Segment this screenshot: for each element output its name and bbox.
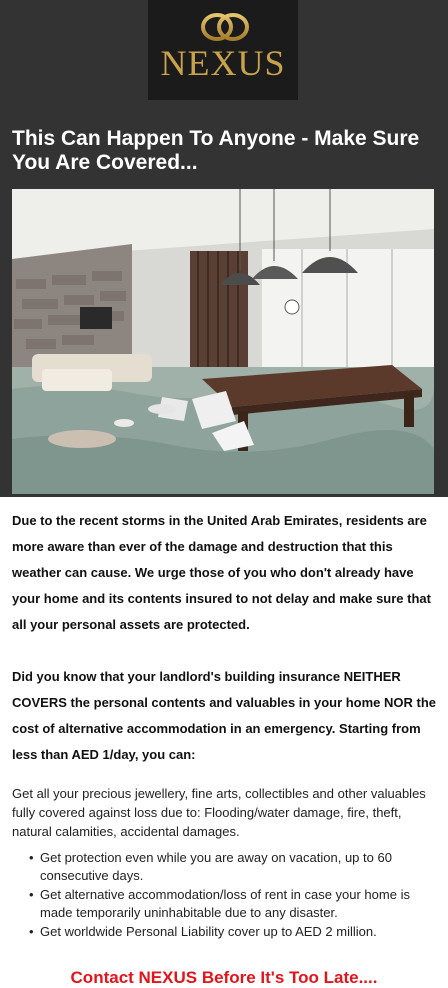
headline: This Can Happen To Anyone - Make Sure You Are Covered...: [12, 127, 420, 174]
logo-wordmark: NEXUS: [160, 43, 286, 83]
flooded-living-room-photo: [12, 189, 434, 494]
landlord-paragraph: Did you know that your landlord's building insurance NEITHER COVERS the personal contents and valuables in your home NOR the cost of alternative accommodation in an emergency. Starting from less than AED 1/day, you can:: [12, 669, 437, 762]
benefits-list: [12, 849, 438, 941]
contact-cta-link[interactable]: Contact NEXUS Before It's Too Late....: [70, 968, 378, 987]
bullet-icon: •: [29, 924, 34, 939]
nexus-logo[interactable]: [148, 0, 298, 100]
bullet-icon: •: [29, 887, 34, 902]
coverage-paragraph: Get all your precious jewellery, fine arts, collectibles and other valuables fully covered against loss due to: Flooding/water damage, fire, theft, natural calamities, accidental damages.: [12, 786, 426, 839]
email-body: [12, 508, 438, 942]
bullet-icon: •: [29, 850, 34, 865]
interlocked-rings-icon: [198, 12, 252, 42]
list-item: • Get worldwide Personal Liability cover up to AED 2 million.: [29, 924, 377, 939]
list-item: • Get alternative accommodation/loss of rent in case your home is made temporarily uninhabitable due to any disaster.: [29, 887, 410, 920]
intro-paragraph: Due to the recent storms in the United Arab Emirates, residents are more aware than ever of the damage and destruction that this weather can cause. We urge those of you who don't already have your home and its contents insured to not delay and make sure that all your personal assets are protected.: [12, 513, 431, 632]
list-item: • Get protection even while you are away on vacation, up to 60 consecutive days.: [29, 850, 392, 883]
